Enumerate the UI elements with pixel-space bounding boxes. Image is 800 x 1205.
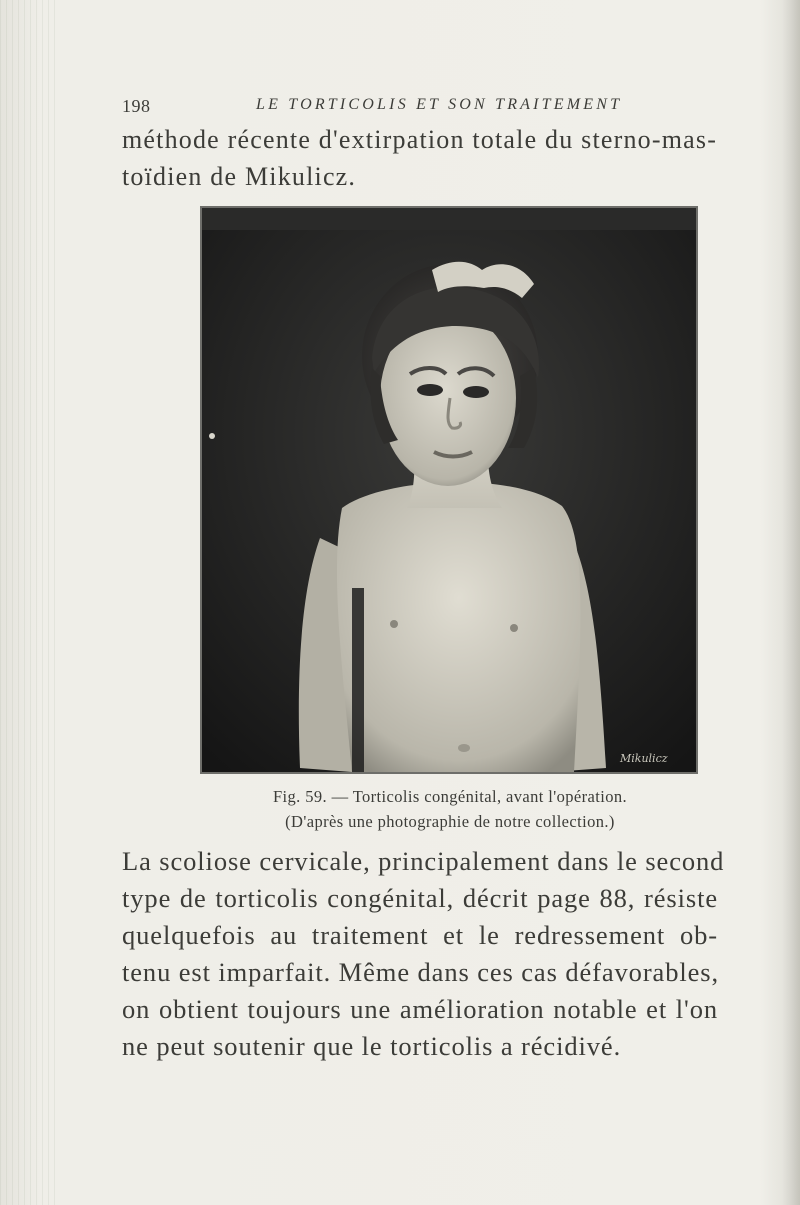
caption-line: (D'après une photographie de notre collection.) [285,812,615,831]
caption-line: Fig. 59. — Torticolis congénital, avant l'opération. [272,787,628,806]
text-line: quelquefois au traitement et le redressement ob- [122,920,718,950]
intro-paragraph [122,121,718,195]
page-edge [782,0,800,1205]
figure-caption [190,784,710,834]
text-line: tenu est imparfait. Même dans ces cas défavorables, [122,957,720,987]
page-gutter [0,0,60,1205]
text-line: toïdien de Mikulicz. [122,162,357,191]
photograph-illustration [202,208,696,772]
text-line: ne peut soutenir que le torticolis a récidivé. [122,1031,622,1061]
text-line: La scoliose cervicale, principalement dans le second [122,846,725,876]
text-line: méthode récente d'extirpation totale du sterno-mas- [122,125,718,154]
text-line: on obtient toujours une amélioration notable et l'on [122,994,718,1024]
running-head [122,96,712,118]
photo-signature: Mikulicz [620,752,668,765]
running-title: LE TORTICOLIS ET SON TRAITEMENT [256,96,623,113]
figure-photograph [200,206,698,774]
page-number: 198 [122,96,151,116]
text-line: type de torticolis congénital, décrit page 88, résiste [122,883,718,913]
body-paragraph [122,843,725,1065]
